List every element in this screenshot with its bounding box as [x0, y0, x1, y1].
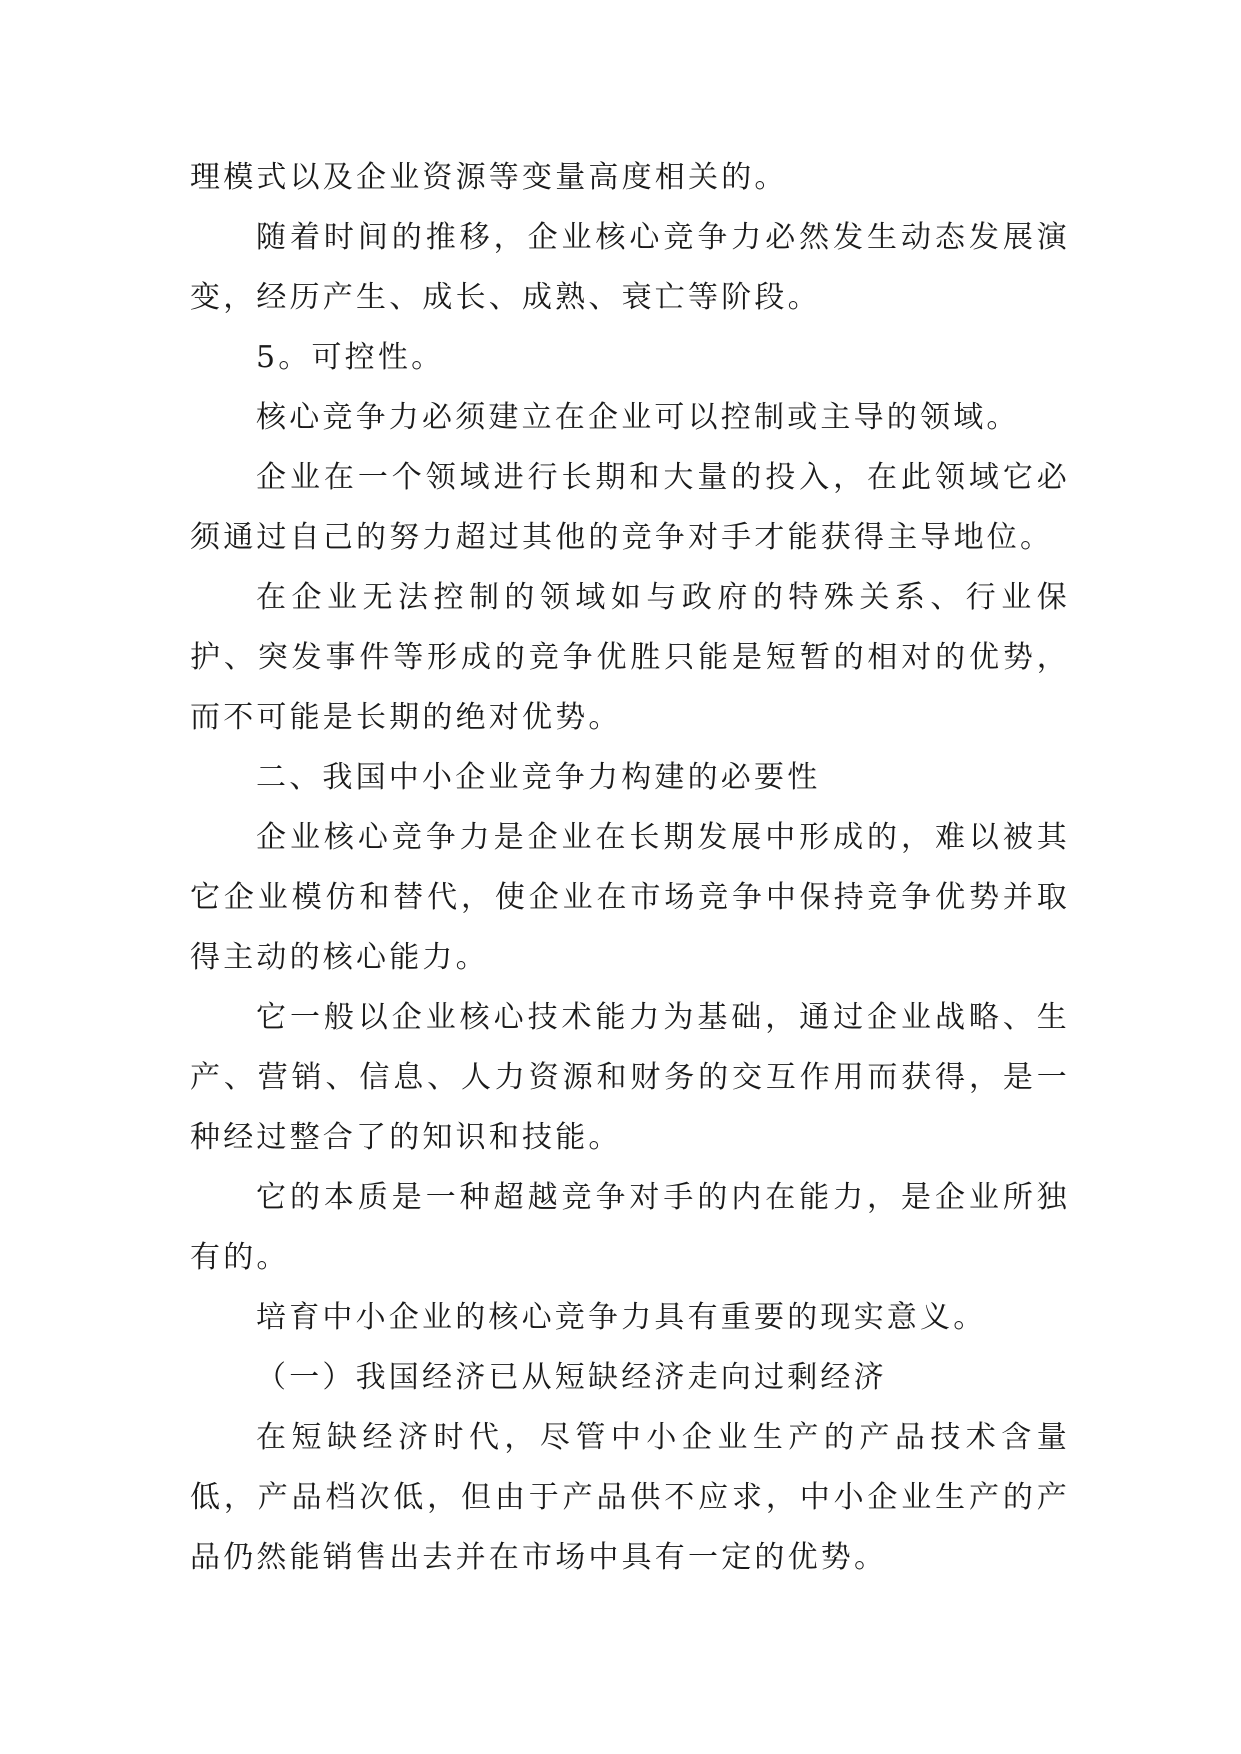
paragraph: 企业在一个领域进行长期和大量的投入，在此领域它必须通过自己的努力超过其他的竞争对手才能获得主导地位。 — [190, 460, 1070, 555]
paragraph: 核心竞争力必须建立在企业可以控制或主导的领域。 — [256, 400, 1020, 435]
paragraph: 它的本质是一种超越竞争对手的内在能力，是企业所独有的。 — [190, 1180, 1070, 1275]
paragraph: 它一般以企业核心技术能力为基础，通过企业战略、生产、营销、信息、人力资源和财务的交互作用而获得，是一种经过整合了的知识和技能。 — [190, 1000, 1070, 1155]
paragraph-continuation: 理模式以及企业资源等变量高度相关的。 — [190, 160, 788, 195]
paragraph: 培育中小企业的核心竞争力具有重要的现实意义。 — [256, 1300, 987, 1335]
paragraph: 企业核心竞争力是企业在长期发展中形成的，难以被其它企业模仿和替代，使企业在市场竞争中保持竞争优势并取得主动的核心能力。 — [190, 820, 1070, 975]
paragraph: 在短缺经济时代，尽管中小企业生产的产品技术含量低，产品档次低，但由于产品供不应求，中小企业生产的产品仍然能销售出去并在市场中具有一定的优势。 — [190, 1420, 1070, 1575]
section-heading: 5。可控性。 — [256, 340, 445, 375]
paragraph: 在企业无法控制的领域如与政府的特殊关系、行业保护、突发事件等形成的竞争优胜只能是短暂的相对的优势，而不可能是长期的绝对优势。 — [190, 580, 1070, 735]
section-heading: （一）我国经济已从短缺经济走向过剩经济 — [256, 1360, 887, 1395]
section-heading: 二、我国中小企业竞争力构建的必要性 — [256, 760, 821, 795]
paragraph: 随着时间的推移，企业核心竞争力必然发生动态发展演变，经历产生、成长、成熟、衰亡等阶段。 — [190, 220, 1070, 315]
document-body — [190, 148, 1070, 1588]
